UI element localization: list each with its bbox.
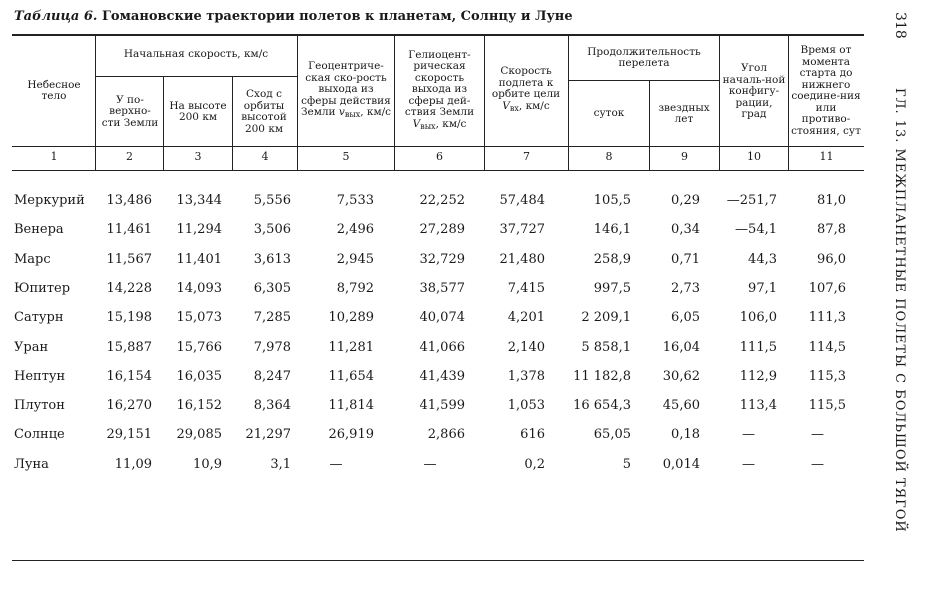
row-body-name: Нептун [14, 369, 66, 384]
header-heliocentric-speed: Гелиоцент-рическая скорость выхода из сферы дей-ствия Земли $V_{вых}$, км/с [404, 48, 475, 131]
table-cell: 1,378 [507, 369, 545, 384]
table-cell: 30,62 [662, 369, 700, 384]
table-cell: 997,5 [593, 281, 631, 296]
table-cell: 616 [520, 427, 545, 442]
table-cell: 11,09 [114, 457, 152, 472]
running-head: ГЛ. 13. МЕЖПЛАНЕТНЫЕ ПОЛЕТЫ С БОЛЬШОЙ ТЯГОЙ [892, 88, 907, 533]
table-cell: 16,152 [176, 398, 222, 413]
table-cell: 15,198 [106, 310, 152, 325]
column-number: 1 [50, 150, 58, 163]
table-cell: 115,5 [808, 398, 846, 413]
table-cell: 115,3 [808, 369, 846, 384]
table-cell: 258,9 [593, 252, 631, 267]
table-cell: 105,5 [593, 193, 631, 208]
table-cell: 21,480 [499, 252, 545, 267]
table-cell: 6,305 [253, 281, 291, 296]
table-cell: 7,978 [253, 340, 291, 355]
header-time: Время от момента старта до нижнего соедине-ния или противо-стояния, сут [791, 44, 861, 137]
table-cell: 111,5 [739, 340, 777, 355]
table-cell: 0,2 [524, 457, 545, 472]
table-cell: — [811, 457, 824, 472]
table-bottom-rule [12, 560, 864, 561]
column-number: 8 [605, 150, 613, 163]
table-cell: 107,6 [808, 281, 846, 296]
row-body-name: Венера [14, 222, 64, 237]
table-cell: — [811, 427, 824, 442]
table-cell: 11 182,8 [573, 369, 631, 384]
table-cell: 22,252 [419, 193, 465, 208]
table-cell: 96,0 [817, 252, 846, 267]
table-cell: 32,729 [419, 252, 465, 267]
table-cell: 81,0 [817, 193, 846, 208]
header-days: суток [593, 107, 625, 120]
table-cell: 114,5 [808, 340, 846, 355]
table-cell: 37,727 [499, 222, 545, 237]
table-cell: 6,05 [671, 310, 700, 325]
table-cell: 0,014 [662, 457, 700, 472]
table-cell: 2,73 [671, 281, 700, 296]
table-cell: 2,866 [427, 427, 465, 442]
speed-group-rule [95, 76, 297, 77]
header-sidereal-years: звездных лет [658, 101, 710, 125]
table-cell: 13,486 [106, 193, 152, 208]
header-body: Небесное тело [27, 78, 81, 102]
row-body-name: Уран [14, 340, 49, 355]
table-cell: 11,281 [328, 340, 374, 355]
table-cell: 40,074 [419, 310, 465, 325]
table-cell: 15,887 [106, 340, 152, 355]
table-cell: 0,29 [671, 193, 700, 208]
column-number: 3 [194, 150, 202, 163]
table-cell: 7,285 [253, 310, 291, 325]
table-cell: 21,297 [245, 427, 291, 442]
column-number: 11 [819, 150, 834, 163]
table-cell: 27,289 [419, 222, 465, 237]
row-body-name: Плутон [14, 398, 65, 413]
table-cell: 29,151 [106, 427, 152, 442]
row-body-name: Сатурн [14, 310, 64, 325]
table-cell: —54,1 [735, 222, 777, 237]
table-cell: 7,415 [507, 281, 545, 296]
header-at-200km: На высоте 200 км [169, 99, 227, 123]
table-cell: 0,18 [671, 427, 700, 442]
table-cell: 5 858,1 [581, 340, 631, 355]
table-cell: 8,247 [253, 369, 291, 384]
table-cell: 11,294 [176, 222, 222, 237]
table-cell: 146,1 [593, 222, 631, 237]
table-cell: 113,4 [739, 398, 777, 413]
column-number: 6 [436, 150, 443, 163]
row-body-name: Марс [14, 252, 51, 267]
column-number: 10 [747, 150, 761, 163]
table-cell: 44,3 [748, 252, 777, 267]
table-cell: 14,228 [106, 281, 152, 296]
table-cell: 8,792 [336, 281, 374, 296]
header-from-orbit: Сход с орбиты высотой 200 км [241, 88, 287, 135]
table-cell: — [742, 457, 755, 472]
table-cell: 106,0 [739, 310, 777, 325]
page-number: 318 [892, 12, 908, 39]
table-cell: 11,814 [328, 398, 374, 413]
table-cell: 10,289 [328, 310, 374, 325]
table-cell: 65,05 [593, 427, 631, 442]
table-cell: 45,60 [662, 398, 700, 413]
table-cell: 2 209,1 [581, 310, 631, 325]
table-cell: 10,9 [193, 457, 222, 472]
colnum-bottom-rule [12, 170, 864, 171]
column-number: 9 [681, 150, 688, 163]
table-cell: 26,919 [328, 427, 374, 442]
table-cell: 0,34 [671, 222, 700, 237]
table-cell: 112,9 [739, 369, 777, 384]
table-cell: 29,085 [176, 427, 222, 442]
table-caption [14, 9, 573, 24]
column-number: 7 [523, 150, 530, 163]
table-cell: 97,1 [748, 281, 777, 296]
table-cell: 0,71 [671, 252, 700, 267]
table-cell: — [329, 457, 343, 472]
table-cell: 16,270 [106, 398, 152, 413]
table-cell: 1,053 [507, 398, 545, 413]
table-cell: 3,506 [253, 222, 291, 237]
table-cell: 57,484 [499, 193, 545, 208]
table-cell: 11,461 [106, 222, 152, 237]
header-duration: Продолжительность перелета [587, 45, 701, 69]
header-angle: Угол началь-ной конфигу-рации, град [722, 62, 786, 121]
table-cell: 111,3 [808, 310, 846, 325]
table-cell: 41,439 [419, 369, 465, 384]
table-cell: 5 [622, 457, 631, 472]
table-cell: 8,364 [253, 398, 291, 413]
table-cell: 16,04 [662, 340, 700, 355]
table-cell: 14,093 [176, 281, 222, 296]
row-body-name: Юпитер [14, 281, 71, 296]
caption-label: Таблица 6. [14, 9, 98, 24]
header-approach-speed: Скорость подлета к орбите цели $V_{вх}$, км/с [491, 65, 561, 113]
table-cell: 13,344 [176, 193, 222, 208]
row-body-name: Луна [14, 457, 49, 472]
header-bottom-rule [12, 146, 864, 147]
table-cell: 38,577 [419, 281, 465, 296]
table-cell: 5,556 [253, 193, 291, 208]
header-geocentric-speed: Геоцентриче-ская ско-рость выхода из сферы действия Земли $v_{вых}$, км/с [300, 60, 392, 120]
table-cell: 7,533 [336, 193, 374, 208]
table-cell: — [423, 457, 437, 472]
table-cell: 11,401 [176, 252, 222, 267]
table-cell: 11,567 [106, 252, 152, 267]
header-surface: У по-верхно-сти Земли [101, 93, 159, 129]
table-cell: 16,035 [176, 369, 222, 384]
table-cell: 87,8 [817, 222, 846, 237]
column-number: 4 [261, 150, 269, 163]
table-cell: 11,654 [328, 369, 374, 384]
caption-title: Гомановские траектории полетов к планетам, Солнцу и Луне [101, 9, 573, 24]
table-cell: 2,945 [336, 252, 374, 267]
column-number: 2 [126, 150, 133, 163]
header-initial-speed: Начальная скорость, км/с [123, 48, 269, 61]
table-cell: 4,201 [507, 310, 545, 325]
table-cell: — [742, 427, 755, 442]
row-body-name: Солнце [14, 427, 65, 442]
table-cell: 3,1 [270, 457, 291, 472]
duration-group-rule [568, 80, 719, 81]
table-cell: 16,154 [106, 369, 152, 384]
table-cell: 2,140 [507, 340, 545, 355]
table-cell: 3,613 [253, 252, 291, 267]
table-cell: 41,599 [419, 398, 465, 413]
table-cell: —251,7 [726, 193, 777, 208]
table-cell: 16 654,3 [573, 398, 631, 413]
table-cell: 41,066 [419, 340, 465, 355]
column-number: 5 [342, 150, 350, 163]
table-cell: 15,766 [176, 340, 222, 355]
table-cell: 15,073 [176, 310, 222, 325]
table-cell: 2,496 [336, 222, 374, 237]
row-body-name: Меркурий [14, 193, 85, 208]
